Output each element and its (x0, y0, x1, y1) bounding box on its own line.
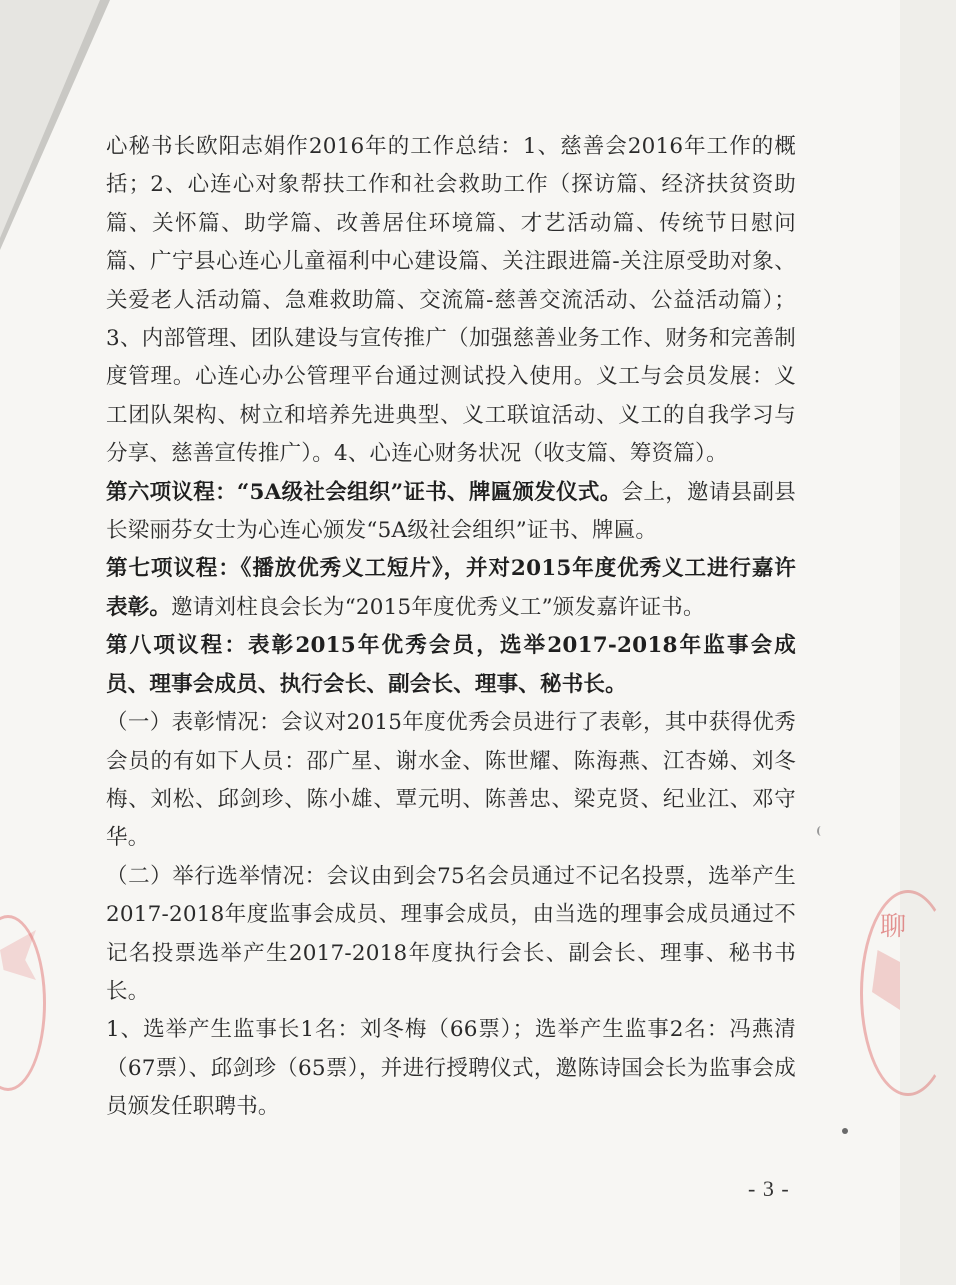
paragraph-agenda-8 (106, 627, 796, 704)
scan-corner-edge (0, 0, 100, 238)
scan-speck (842, 1128, 848, 1134)
scan-mark (817, 826, 825, 836)
paragraph-election (106, 858, 796, 1012)
seal-glyph: 聊 (880, 912, 907, 942)
agenda-heading: 第七项议程：《播放优秀义工短片》，并对2015年度优秀义工进行嘉许表彰。 (106, 556, 796, 620)
paragraph-agenda-6 (106, 474, 796, 551)
paragraph-text: 邀请刘柱良会长为“2015年度优秀义工”颁发嘉许证书。 (171, 594, 705, 620)
paragraph-text: （二）举行选举情况：会议由到会75名会员通过不记名投票，选举产生2017-2018年度监事会成员、理事会成员，由当选的理事会成员通过不记名投票选举产生2017-2018年度执行会长、副会长、理事、秘书书长。 (106, 863, 796, 1004)
paragraph-text: 心秘书长欧阳志娟作2016年的工作总结：1、慈善会2016年工作的概括；2、心连心对象帮扶工作和社会救助工作（探访篇、经济扶贫资助篇、关怀篇、助学篇、改善居住环境篇、才艺活动篇、传统节日慰问篇、广宁县心连心儿童福利中心建设篇、关注跟进篇-关注原受助对象、关爱老人活动篇、急难救助篇、交流篇-慈善交流活动、公益活动篇）；3、内部管理、团队建设与宣传推广（加强慈善业务工作、财务和完善制度管理。心连心办公管理平台通过测试投入使用。义工与会员发展：义工团队架构、树立和培养先进典型、义工联谊活动、义工的自我学习与分享、慈善宣传推广）。4、心连心财务状况（收支篇、筹资篇）。 (106, 134, 796, 467)
paragraph-text: （一）表彰情况：会议对2015年度优秀会员进行了表彰，其中获得优秀会员的有如下人员：邵广星、谢水金、陈世耀、陈海燕、江杏娣、刘冬梅、刘松、邱剑珍、陈小雄、覃元明、陈善忠、梁克贤、纪业江、邓守华。 (106, 710, 796, 851)
page-number: - 3 - (748, 1176, 790, 1201)
agenda-heading: 第六项议程：“5A级社会组织”证书、牌匾颁发仪式。 (106, 479, 622, 505)
paragraph-text: 1、选举产生监事长1名：刘冬梅（66票）；选举产生监事2名：冯燕清（67票）、邱剑珍（65票），并进行授聘仪式，邀陈诗国会长为监事会成员颁发任职聘书。 (106, 1017, 796, 1120)
paragraph-supervisors (106, 1011, 796, 1126)
paragraph-commendation (106, 704, 796, 858)
agenda-heading: 第八项议程：表彰2015年优秀会员，选举2017-2018年监事会成员、理事会成员、执行会长、副会长、理事、秘书长。 (106, 633, 796, 697)
document-body (106, 128, 796, 1127)
paragraph-agenda-7 (106, 550, 796, 627)
paragraph-text: 会上，邀请县副县长梁丽芬女士为心连心颁发“5A级社会组织”证书、牌匾。 (106, 479, 796, 544)
paragraph-work-summary (106, 128, 796, 474)
